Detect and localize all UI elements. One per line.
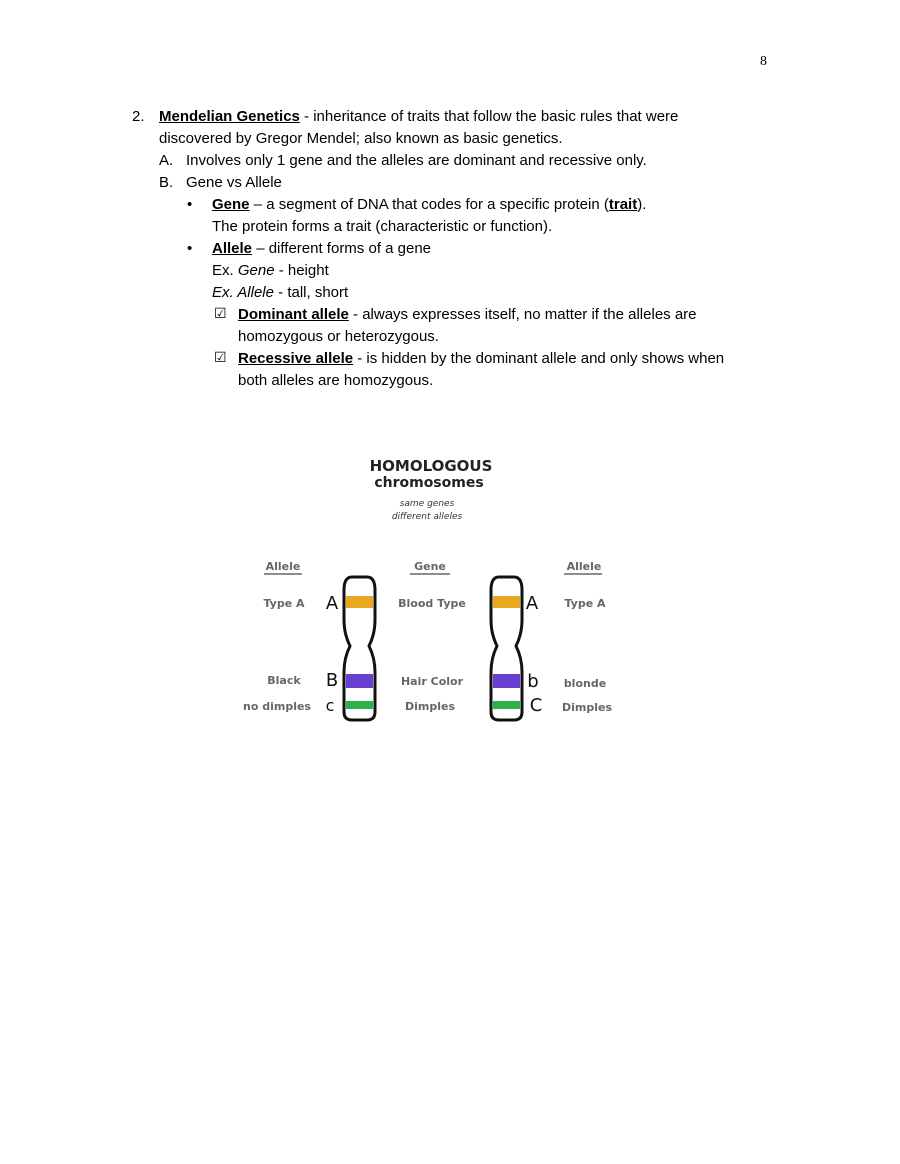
homologous-chromosomes-figure: [240, 450, 630, 730]
checkbox-icon: ☑: [214, 350, 227, 366]
point-b-text: Gene vs Allele: [186, 174, 282, 191]
allele-right-blood: Type A: [564, 597, 606, 610]
gene-term: Gene: [212, 196, 250, 213]
allele-letter-right-hair: b: [527, 671, 539, 692]
dominant-term: Dominant allele: [238, 306, 349, 323]
left-chromosome: [344, 577, 375, 720]
figure-note-line1: same genes: [399, 499, 455, 509]
figure-title: HOMOLOGOUS: [369, 457, 493, 475]
dimples-band: [493, 701, 520, 709]
hair-color-band: [493, 674, 520, 688]
column-header-allele-left: Allele: [265, 560, 301, 573]
allele-left-blood: Type A: [263, 597, 305, 610]
recessive-text: - is hidden by the dominant allele and only shows when: [353, 350, 725, 367]
allele-term: Allele: [212, 240, 253, 257]
allele-right-dimples: Dimples: [561, 701, 613, 714]
allele-text: – different forms of a gene: [252, 240, 432, 257]
allele-letter-left-blood: A: [325, 593, 339, 614]
gene-blood-type: Blood Type: [398, 597, 466, 610]
example-prefix: Ex.: [212, 262, 238, 279]
figure-note-line2: different alleles: [391, 512, 463, 522]
allele-letter-right-dimples: C: [529, 695, 543, 716]
page-number: 8: [760, 54, 767, 69]
allele-left-hair: Black: [267, 674, 301, 687]
hair-color-band: [346, 674, 373, 688]
checkbox-icon: ☑: [214, 306, 227, 322]
bullet-icon: •: [187, 240, 193, 257]
blood-type-band: [493, 596, 520, 608]
point-b-marker: B.: [159, 174, 174, 191]
gene-hair-color: Hair Color: [400, 675, 464, 688]
point-a-text: Involves only 1 gene and the alleles are dominant and recessive only.: [186, 152, 647, 169]
gene-definition-line2: The protein forms a trait (characteristic or function).: [212, 218, 553, 235]
bullet-icon: •: [187, 196, 193, 213]
recessive-definition: [238, 348, 724, 370]
allele-left-dimples: no dimples: [243, 700, 311, 713]
dominant-definition-line2: homozygous or heterozygous.: [238, 328, 439, 345]
gene-dimples: Dimples: [404, 700, 456, 713]
allele-right-hair: blonde: [563, 677, 607, 690]
recessive-definition-line2: both alleles are homozygous.: [238, 372, 434, 389]
allele-definition: [212, 238, 431, 260]
dominant-text: - always expresses itself, no matter if the alleles are: [348, 306, 697, 323]
right-chromosome: [491, 577, 522, 720]
chromosome-diagram: [240, 450, 630, 730]
dominant-definition: [238, 304, 697, 326]
trait-term: trait: [608, 196, 638, 213]
allele-letter-left-dimples: c: [325, 696, 335, 715]
dimples-band: [346, 701, 373, 709]
example-allele-term: Ex. Allele: [212, 284, 274, 301]
section-number: 2.: [132, 108, 145, 125]
column-header-allele-right: Allele: [566, 560, 602, 573]
allele-letter-left-hair: B: [325, 670, 339, 691]
example-allele-rest: - tall, short: [273, 284, 349, 301]
example-gene-rest: - height: [274, 262, 329, 279]
example-allele: [212, 282, 348, 304]
gene-text-end: ).: [637, 196, 647, 213]
allele-letter-right-blood: A: [525, 593, 539, 614]
section-title-rest: - inheritance of traits that follow the basic rules that were: [299, 108, 679, 125]
section-heading-line2: discovered by Gregor Mendel; also known as basic genetics.: [159, 130, 563, 147]
gene-text: – a segment of DNA that codes for a specific protein (: [249, 196, 609, 213]
section-title: Mendelian Genetics: [159, 108, 300, 125]
example-gene-term: Gene: [237, 262, 275, 279]
figure-subtitle: chromosomes: [374, 475, 484, 491]
section-heading: [159, 106, 678, 128]
point-a-marker: A.: [159, 152, 174, 169]
recessive-term: Recessive allele: [238, 350, 354, 367]
example-gene: [212, 260, 329, 282]
column-header-gene: Gene: [414, 560, 446, 573]
gene-definition: [212, 194, 646, 216]
blood-type-band: [346, 596, 373, 608]
